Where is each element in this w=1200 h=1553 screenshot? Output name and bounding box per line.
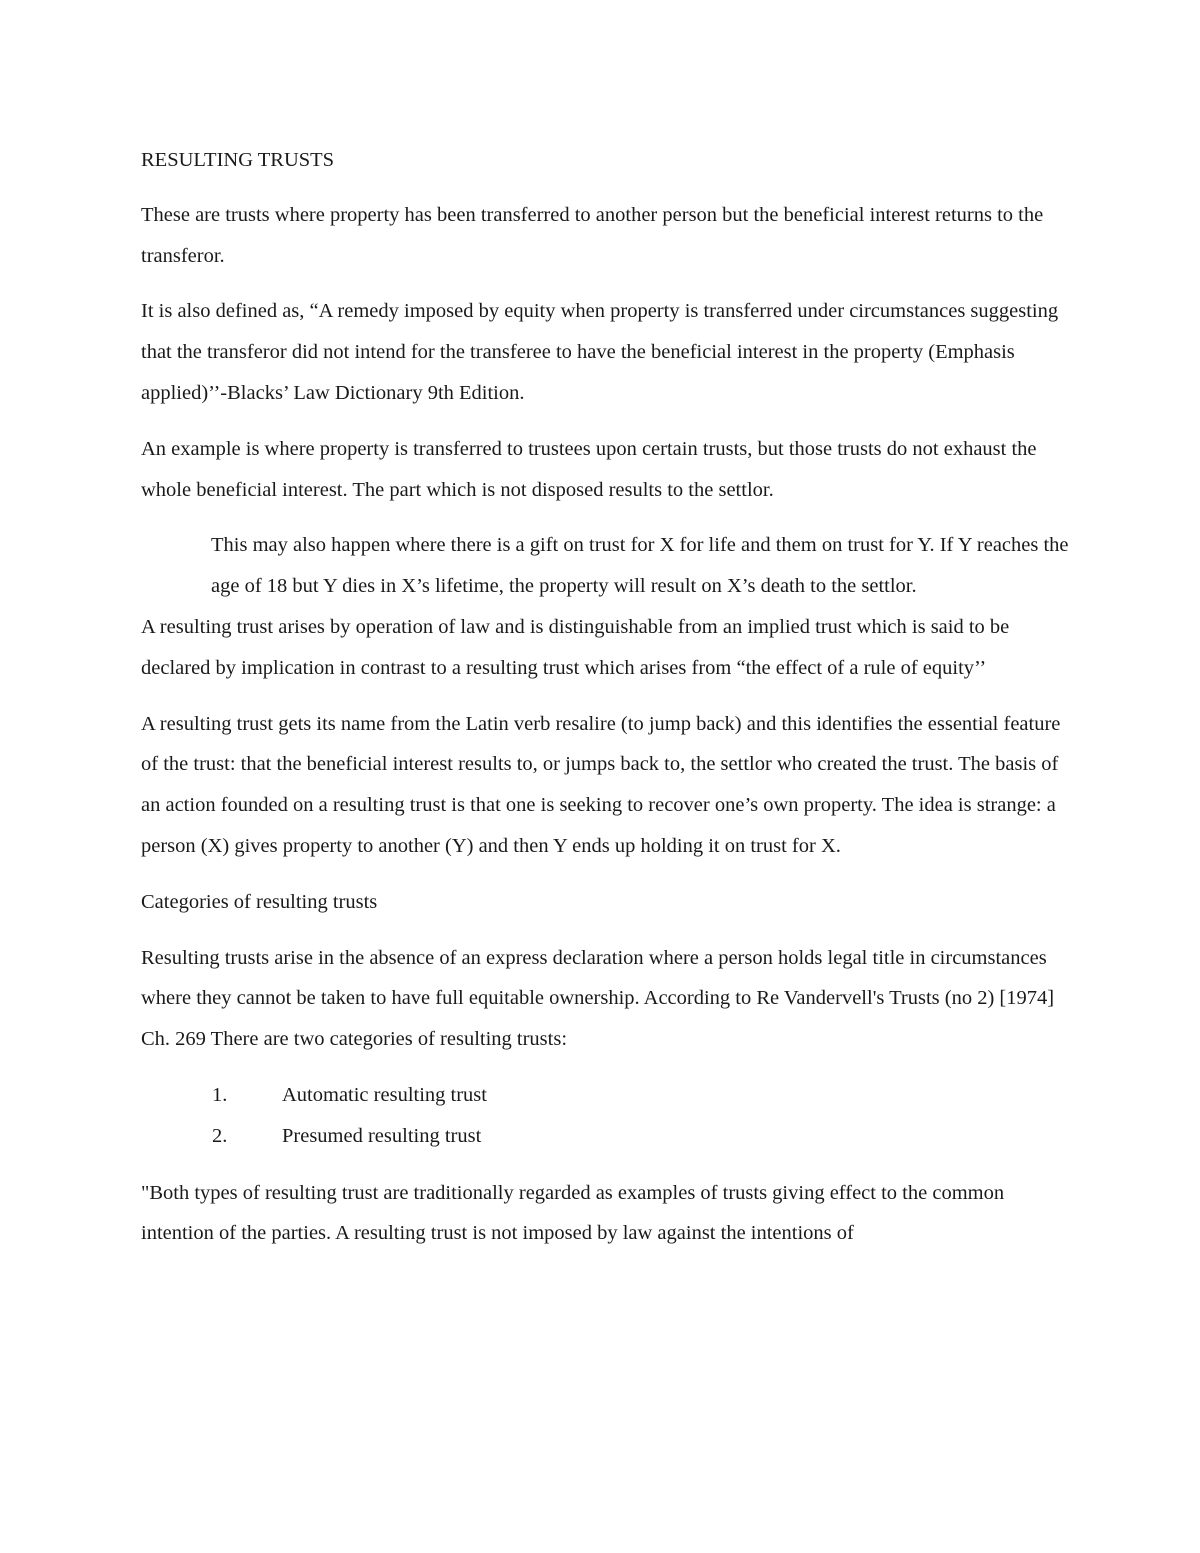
list-item (141, 1075, 1071, 1116)
paragraph-indented-example: This may also happen where there is a gift on trust for X for life and them on trust for Y. If Y reaches the age of 18 but Y dies in X’s lifetime, the property will result on X’s death to the settlor. (211, 534, 1069, 598)
document-page (141, 140, 1071, 1269)
section-heading-categories: Categories of resulting trusts (141, 890, 378, 913)
list-number: 2. (212, 1124, 228, 1147)
categories-list (141, 1075, 1071, 1157)
paragraph-quote: "Both types of resulting trust are traditionally regarded as examples of trusts giving effect to the common intention of the parties. A resulting trust is not imposed by law against the intentions of (141, 1181, 1005, 1245)
paragraph-blacks-definition: It is also defined as, “A remedy imposed by equity when property is transferred under circumstances suggesting that the transferor did not intend for the transferee to have the beneficial interest in the property (Emphasis applied)’’-Blacks’ Law Dictionary 9th Edition. (141, 300, 1059, 404)
paragraph-operation-of-law: A resulting trust arises by operation of law and is distinguishable from an implied trust which is said to be declared by implication in contrast to a resulting trust which arises from “the effect of a rule of equity’’ (141, 615, 1010, 679)
paragraph-latin-origin: A resulting trust gets its name from the Latin verb resalire (to jump back) and this identifies the essential feature of the trust: that the beneficial interest results to, or jumps back to, the settlor who created the trust. The basis of an action founded on a resulting trust is that one is seeking to recover one’s own property. The idea is strange: a person (X) gives property to another (Y) and then Y ends up holding it on trust for X. (141, 712, 1061, 857)
paragraph-categories: Resulting trusts arise in the absence of an express declaration where a person holds legal title in circumstances where they cannot be taken to have full equitable ownership. According to Re Vandervell's Trusts (no 2) [1974] Ch. 269 There are two categories of resulting trusts: (141, 946, 1055, 1051)
document-title: RESULTING TRUSTS (141, 149, 335, 171)
list-number: 1. (212, 1083, 228, 1106)
list-item (141, 1116, 1071, 1157)
paragraph-example: An example is where property is transferred to trustees upon certain trusts, but those trusts do not exhaust the whole beneficial interest. The part which is not disposed results to the settlor. (141, 437, 1037, 501)
paragraph-definition: These are trusts where property has been transferred to another person but the beneficial interest returns to the transferor. (141, 203, 1044, 267)
list-text: Presumed resulting trust (282, 1124, 482, 1147)
list-text: Automatic resulting trust (282, 1083, 487, 1106)
